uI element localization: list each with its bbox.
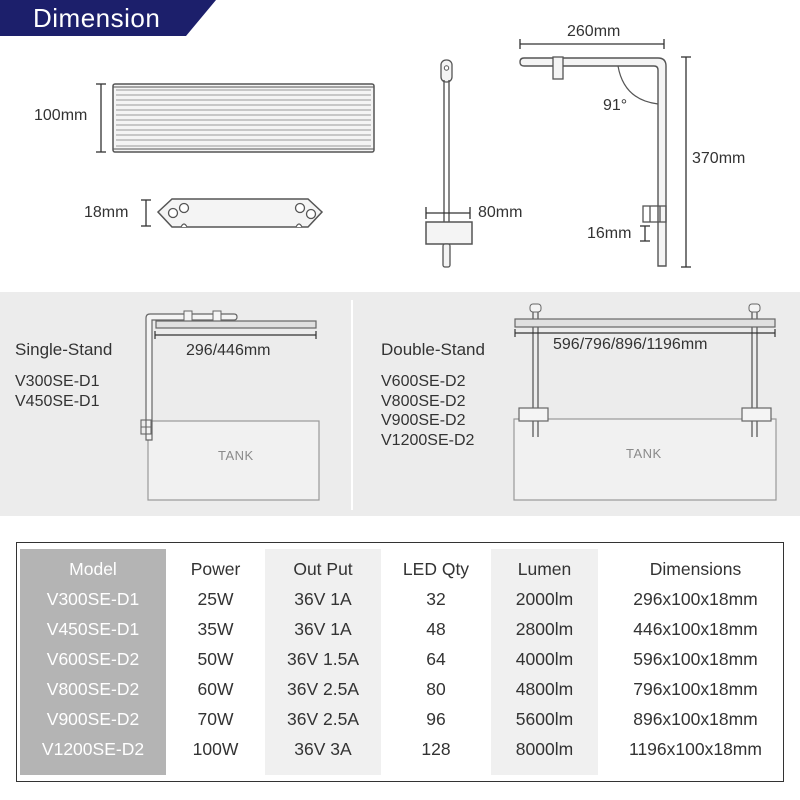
thickness-dimension-label: 18mm xyxy=(84,204,129,221)
bracket-dimension-label: 80mm xyxy=(478,204,523,221)
single-stand-drawing xyxy=(141,311,319,500)
table-cell-power: 35W xyxy=(197,619,234,639)
double-stand-model: V600SE-D2 xyxy=(381,373,466,390)
table-cell-power: 50W xyxy=(197,649,234,669)
table-cell-power: 100W xyxy=(192,739,239,759)
thickness-dimension-line xyxy=(141,200,151,226)
table-cell-led-qty: 128 xyxy=(421,739,451,759)
table-cell-led-qty: 32 xyxy=(426,589,446,609)
table-cell-model: V1200SE-D2 xyxy=(41,739,145,759)
table-cell-dimensions: 296x100x18mm xyxy=(633,589,758,609)
specification-table xyxy=(16,542,784,782)
double-stand-title: Double-Stand xyxy=(381,340,485,359)
arm-height-dimension-line xyxy=(681,57,691,267)
single-stand-model: V300SE-D1 xyxy=(15,373,100,390)
light-bar-front-view xyxy=(113,84,374,152)
table-cell-led-qty: 80 xyxy=(426,679,446,699)
table-cell-lumen: 2000lm xyxy=(515,589,574,609)
double-stand-model: V900SE-D2 xyxy=(381,412,466,429)
table-header-led-qty: LED Qty xyxy=(402,559,470,579)
table-cell-power: 60W xyxy=(197,679,234,699)
table-cell-model: V300SE-D1 xyxy=(46,589,140,609)
single-stand-length-line xyxy=(155,331,316,339)
angle-label: 91° xyxy=(603,97,628,114)
table-cell-model: V450SE-D1 xyxy=(46,619,140,639)
table-cell-lumen: 5600lm xyxy=(515,709,574,729)
top-dimension-drawings xyxy=(0,36,800,292)
light-bar-end-profile xyxy=(158,199,322,227)
table-cell-model: V800SE-D2 xyxy=(46,679,140,699)
table-cell-output: 36V 2.5A xyxy=(287,679,359,699)
table-cell-lumen: 4000lm xyxy=(515,649,574,669)
table-cell-led-qty: 96 xyxy=(426,709,446,729)
page-title: Dimension xyxy=(33,3,161,33)
table-cell-output: 36V 2.5A xyxy=(287,709,359,729)
table-cell-lumen: 2800lm xyxy=(515,619,574,639)
table-cell-power: 25W xyxy=(197,589,234,609)
table-header-model: Model xyxy=(69,559,117,579)
arm-length-dimension-label: 260mm xyxy=(567,23,621,40)
table-header-power: Power xyxy=(190,559,241,579)
table-header-dimensions: Dimensions xyxy=(649,559,742,579)
double-stand-model: V800SE-D2 xyxy=(381,392,466,410)
table-cell-dimensions: 796x100x18mm xyxy=(633,679,758,699)
table-cell-dimensions: 446x100x18mm xyxy=(633,619,758,639)
clip-dimension-line xyxy=(640,226,650,241)
double-stand-length-label: 596/796/896/1196mm xyxy=(553,336,708,353)
double-stand-model: V1200SE-D2 xyxy=(381,431,475,449)
table-header-lumen: Lumen xyxy=(517,559,572,579)
double-stand-tank-label: TANK xyxy=(626,446,662,461)
single-stand-title: Single-Stand xyxy=(15,340,113,359)
table-cell-output: 36V 3A xyxy=(294,739,352,759)
table-cell-led-qty: 48 xyxy=(426,619,446,639)
table-cell-model: V600SE-D2 xyxy=(46,649,140,669)
table-cell-dimensions: 1196x100x18mm xyxy=(629,739,762,759)
table-cell-lumen: 8000lm xyxy=(515,739,574,759)
table-header-output: Out Put xyxy=(293,559,353,579)
table-cell-output: 36V 1.5A xyxy=(287,649,359,669)
single-stand-length-label: 296/446mm xyxy=(186,342,271,359)
table-cell-output: 36V 1A xyxy=(294,589,352,609)
single-stand-model: V450SE-D1 xyxy=(15,392,100,410)
single-stand-model-list xyxy=(15,372,100,411)
table-cell-dimensions: 596x100x18mm xyxy=(633,649,758,669)
table-cell-model: V900SE-D2 xyxy=(46,709,140,729)
table-cell-lumen: 4800lm xyxy=(515,679,574,699)
height-dimension-label: 100mm xyxy=(34,107,88,124)
table-cell-output: 36V 1A xyxy=(294,619,352,639)
double-stand-model-list xyxy=(381,372,474,450)
table-cell-led-qty: 64 xyxy=(426,649,446,669)
clip-dimension-label: 16mm xyxy=(587,225,632,242)
single-stand-tank-label: TANK xyxy=(218,448,254,463)
table-cell-power: 70W xyxy=(197,709,234,729)
bracket-front-view xyxy=(426,60,472,267)
table-cell-dimensions: 896x100x18mm xyxy=(633,709,758,729)
bracket-dimension-line xyxy=(426,207,470,219)
height-dimension-line xyxy=(96,84,106,152)
arm-height-dimension-label: 370mm xyxy=(692,150,746,167)
